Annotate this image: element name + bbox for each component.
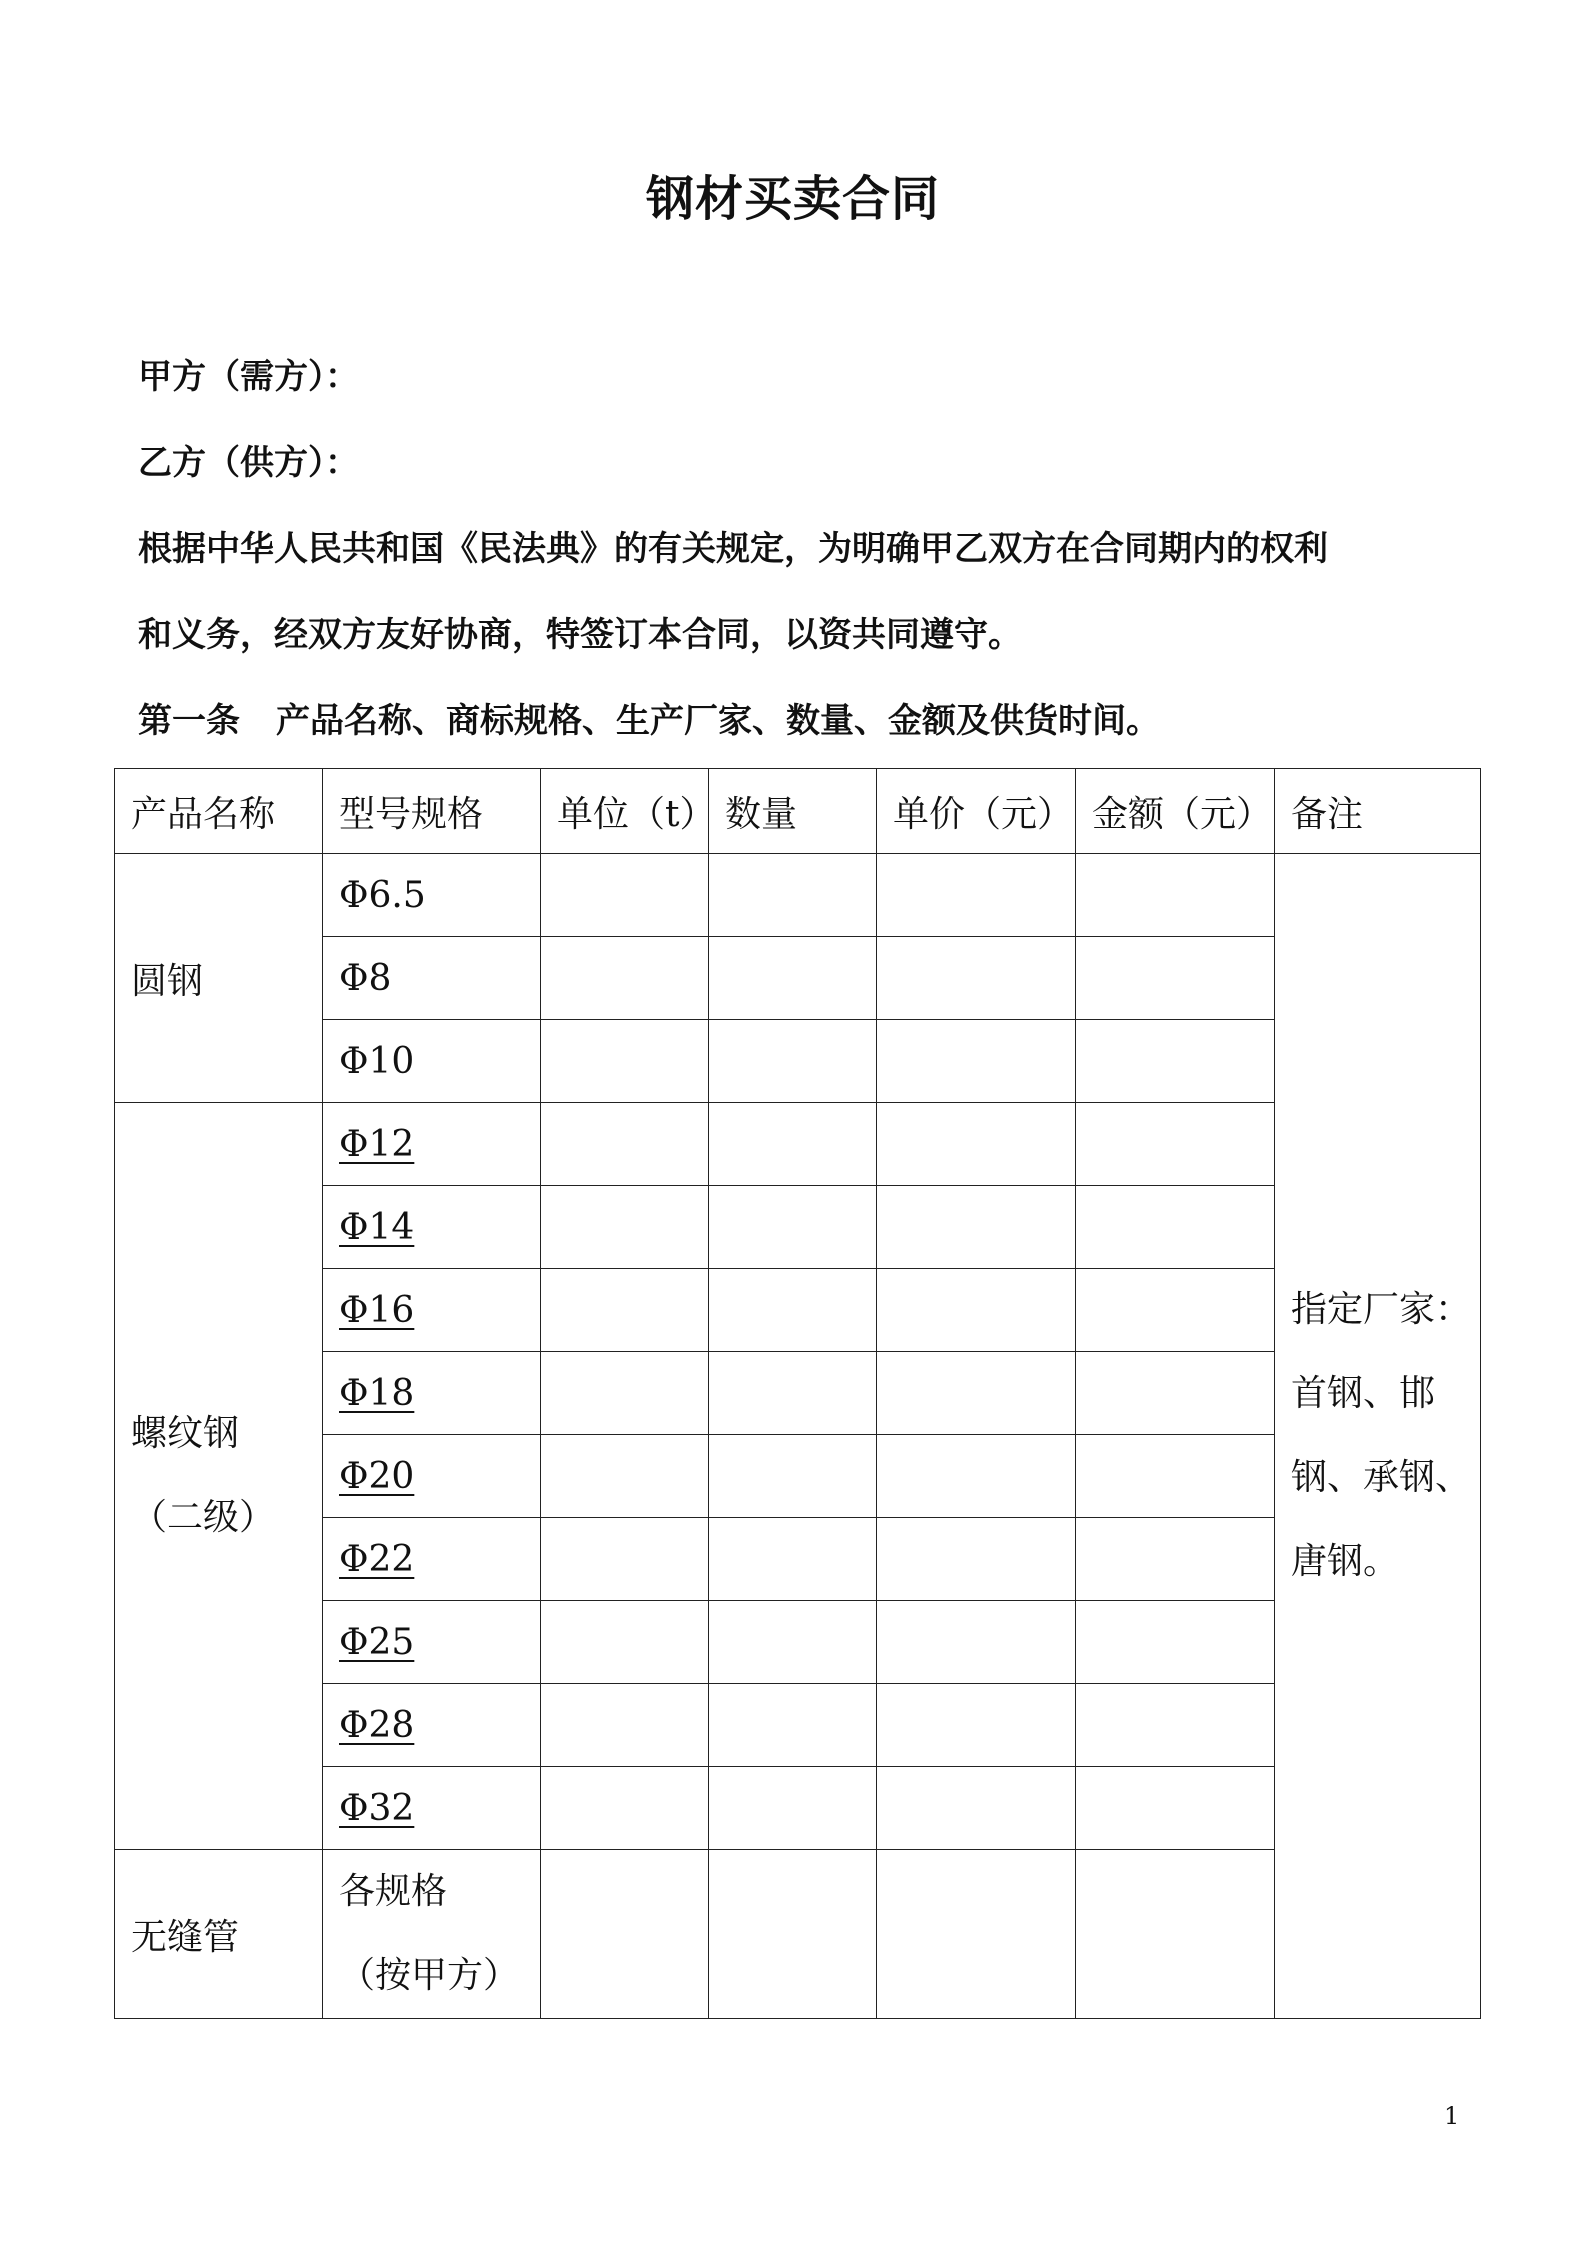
spec-value: Φ28 bbox=[339, 1704, 415, 1746]
unit-price-cell bbox=[877, 1850, 1076, 2019]
remark-line: 钢、承钢、 bbox=[1291, 1457, 1472, 1498]
quantity-cell bbox=[709, 1352, 877, 1435]
quantity-cell bbox=[709, 1103, 877, 1186]
spec-cell: Φ8 bbox=[323, 937, 541, 1020]
unit-cell bbox=[541, 1518, 709, 1601]
unit-cell bbox=[541, 1103, 709, 1186]
product-name-line: 螺纹钢 bbox=[131, 1413, 240, 1454]
header-unit: 单位（t） bbox=[541, 769, 709, 854]
remark-line: 首钢、邯 bbox=[1291, 1373, 1436, 1414]
header-unit-price: 单价（元） bbox=[877, 769, 1076, 854]
quantity-cell bbox=[709, 1435, 877, 1518]
intro-paragraph-line-1: 根据中华人民共和国《民法典》的有关规定，为明确甲乙双方在合同期内的权利 bbox=[138, 529, 1328, 569]
spec-cell bbox=[323, 1601, 541, 1684]
unit-cell bbox=[541, 1020, 709, 1103]
amount-cell bbox=[1076, 1352, 1275, 1435]
header-quantity: 数量 bbox=[709, 769, 877, 854]
table-row bbox=[115, 854, 1481, 937]
unit-cell bbox=[541, 854, 709, 937]
spec-line: 各规格 bbox=[339, 1871, 448, 1912]
product-name-rebar bbox=[115, 1103, 323, 1850]
quantity-cell bbox=[709, 1186, 877, 1269]
unit-cell bbox=[541, 1186, 709, 1269]
unit-price-cell bbox=[877, 1352, 1076, 1435]
header-model-spec: 型号规格 bbox=[323, 769, 541, 854]
quantity-cell bbox=[709, 854, 877, 937]
clause-1-text: 产品名称、商标规格、生产厂家、数量、金额及供货时间。 bbox=[276, 701, 1160, 741]
unit-cell bbox=[541, 1684, 709, 1767]
quantity-cell bbox=[709, 1601, 877, 1684]
header-remarks: 备注 bbox=[1275, 769, 1481, 854]
amount-cell bbox=[1076, 1186, 1275, 1269]
quantity-cell bbox=[709, 1518, 877, 1601]
document-title: 钢材买卖合同 bbox=[645, 171, 940, 227]
quantity-cell bbox=[709, 1850, 877, 2019]
unit-price-cell bbox=[877, 1103, 1076, 1186]
amount-cell bbox=[1076, 1103, 1275, 1186]
quantity-cell bbox=[709, 1767, 877, 1850]
header-product-name: 产品名称 bbox=[115, 769, 323, 854]
spec-cell bbox=[323, 1103, 541, 1186]
spec-cell bbox=[323, 1352, 541, 1435]
amount-cell bbox=[1076, 1269, 1275, 1352]
amount-cell bbox=[1076, 1684, 1275, 1767]
unit-price-cell bbox=[877, 854, 1076, 937]
unit-price-cell bbox=[877, 1601, 1076, 1684]
amount-cell bbox=[1076, 937, 1275, 1020]
unit-cell bbox=[541, 1269, 709, 1352]
quantity-cell bbox=[709, 1269, 877, 1352]
quantity-cell bbox=[709, 1020, 877, 1103]
unit-price-cell bbox=[877, 1684, 1076, 1767]
unit-cell bbox=[541, 937, 709, 1020]
unit-cell bbox=[541, 1601, 709, 1684]
party-a-label: 甲方（需方）： bbox=[138, 357, 359, 397]
product-spec-table bbox=[114, 768, 1481, 2019]
spec-cell bbox=[323, 1186, 541, 1269]
spec-cell: Φ10 bbox=[323, 1020, 541, 1103]
page-number: 1 bbox=[1444, 2102, 1460, 2130]
amount-cell bbox=[1076, 1601, 1275, 1684]
spec-cell bbox=[323, 1684, 541, 1767]
spec-value: Φ25 bbox=[339, 1621, 415, 1663]
unit-price-cell bbox=[877, 1518, 1076, 1601]
spec-cell bbox=[323, 1269, 541, 1352]
product-name-round-steel: 圆钢 bbox=[115, 854, 323, 1103]
spec-value: Φ32 bbox=[339, 1787, 415, 1829]
header-amount: 金额（元） bbox=[1076, 769, 1275, 854]
party-b-label: 乙方（供方）： bbox=[138, 443, 359, 483]
intro-paragraph-line-2: 和义务，经双方友好协商，特签订本合同，以资共同遵守。 bbox=[138, 615, 1022, 655]
spec-value: Φ20 bbox=[339, 1455, 415, 1497]
quantity-cell bbox=[709, 1684, 877, 1767]
spec-value: Φ16 bbox=[339, 1289, 415, 1331]
product-name-seamless-pipe: 无缝管 bbox=[115, 1850, 323, 2019]
spec-value: Φ22 bbox=[339, 1538, 415, 1580]
spec-value: Φ18 bbox=[339, 1372, 415, 1414]
unit-price-cell bbox=[877, 937, 1076, 1020]
spec-cell bbox=[323, 1767, 541, 1850]
unit-price-cell bbox=[877, 1020, 1076, 1103]
remarks-cell bbox=[1275, 854, 1481, 2019]
spec-cell bbox=[323, 1435, 541, 1518]
unit-cell bbox=[541, 1435, 709, 1518]
unit-price-cell bbox=[877, 1186, 1076, 1269]
spec-value: Φ12 bbox=[339, 1123, 415, 1165]
unit-cell bbox=[541, 1850, 709, 2019]
unit-cell bbox=[541, 1352, 709, 1435]
spec-line: （按甲方） bbox=[339, 1955, 520, 1996]
amount-cell bbox=[1076, 1850, 1275, 2019]
amount-cell bbox=[1076, 1435, 1275, 1518]
amount-cell bbox=[1076, 854, 1275, 937]
spec-cell: Φ6.5 bbox=[323, 854, 541, 937]
spec-cell bbox=[323, 1518, 541, 1601]
table-header-row bbox=[115, 769, 1481, 854]
unit-price-cell bbox=[877, 1435, 1076, 1518]
amount-cell bbox=[1076, 1767, 1275, 1850]
quantity-cell bbox=[709, 937, 877, 1020]
clause-1-number: 第一条 bbox=[138, 701, 240, 741]
spec-cell bbox=[323, 1850, 541, 2019]
unit-price-cell bbox=[877, 1767, 1076, 1850]
spec-value: Φ14 bbox=[339, 1206, 415, 1248]
clause-1-heading bbox=[138, 696, 1458, 746]
remark-line: 指定厂家： bbox=[1291, 1289, 1472, 1330]
amount-cell bbox=[1076, 1020, 1275, 1103]
unit-price-cell bbox=[877, 1269, 1076, 1352]
amount-cell bbox=[1076, 1518, 1275, 1601]
product-name-line: （二级） bbox=[131, 1497, 276, 1538]
remark-line: 唐钢。 bbox=[1291, 1541, 1400, 1582]
unit-cell bbox=[541, 1767, 709, 1850]
